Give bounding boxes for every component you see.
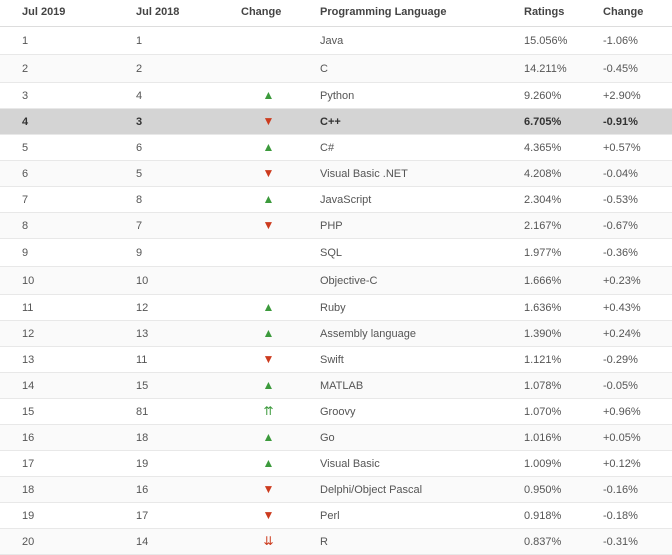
table-row [0, 83, 672, 109]
cell-rank-current: 13 [0, 347, 118, 373]
cell-ratings: 1.078% [520, 373, 599, 399]
table-row [0, 451, 672, 477]
cell-language: R [316, 529, 520, 555]
cell-language: JavaScript [316, 187, 520, 213]
table-header [0, 0, 672, 27]
cell-ratings: 1.977% [520, 239, 599, 267]
column-header-change: Change [221, 0, 316, 27]
cell-ratings: 1.636% [520, 295, 599, 321]
cell-language: Go [316, 425, 520, 451]
cell-delta: +0.57% [599, 135, 672, 161]
table-row [0, 503, 672, 529]
cell-rank-current: 2 [0, 55, 118, 83]
cell-rank-previous: 14 [118, 529, 221, 555]
change-up-icon: ▲ [262, 140, 275, 154]
cell-ratings: 9.260% [520, 83, 599, 109]
cell-rank-current: 20 [0, 529, 118, 555]
cell-ratings: 0.918% [520, 503, 599, 529]
cell-language: Java [316, 27, 520, 55]
table-row [0, 239, 672, 267]
cell-rank-previous: 13 [118, 321, 221, 347]
cell-language: C++ [316, 109, 520, 135]
change-down2-icon: ⇊ [263, 534, 274, 548]
cell-language: Perl [316, 503, 520, 529]
cell-language: Visual Basic [316, 451, 520, 477]
cell-rank-previous: 12 [118, 295, 221, 321]
cell-rank-current: 1 [0, 27, 118, 55]
change-down-icon: ▼ [262, 166, 275, 180]
cell-delta: -0.18% [599, 503, 672, 529]
cell-rank-previous: 16 [118, 477, 221, 503]
cell-change-indicator [221, 83, 316, 109]
cell-language: Groovy [316, 399, 520, 425]
change-none-icon [263, 33, 275, 45]
cell-ratings: 1.121% [520, 347, 599, 373]
cell-rank-current: 16 [0, 425, 118, 451]
cell-language: MATLAB [316, 373, 520, 399]
table-row [0, 477, 672, 503]
table-row [0, 295, 672, 321]
cell-language: Objective-C [316, 267, 520, 295]
change-up2-icon: ⇈ [263, 404, 274, 418]
table-row [0, 187, 672, 213]
cell-language: Delphi/Object Pascal [316, 477, 520, 503]
change-up-icon: ▲ [262, 456, 275, 470]
cell-language: PHP [316, 213, 520, 239]
cell-delta: +0.96% [599, 399, 672, 425]
cell-language: Assembly language [316, 321, 520, 347]
cell-rank-previous: 6 [118, 135, 221, 161]
table-row [0, 347, 672, 373]
cell-rank-previous: 7 [118, 213, 221, 239]
cell-delta: -0.91% [599, 109, 672, 135]
cell-delta: -0.05% [599, 373, 672, 399]
table-body [0, 27, 672, 555]
cell-rank-current: 11 [0, 295, 118, 321]
cell-delta: -0.29% [599, 347, 672, 373]
cell-delta: +2.90% [599, 83, 672, 109]
change-down-icon: ▼ [262, 482, 275, 496]
change-up-icon: ▲ [262, 378, 275, 392]
cell-rank-current: 8 [0, 213, 118, 239]
cell-rank-previous: 11 [118, 347, 221, 373]
column-header-delta: Change [599, 0, 672, 27]
cell-delta: +0.24% [599, 321, 672, 347]
cell-delta: -0.04% [599, 161, 672, 187]
cell-change-indicator [221, 161, 316, 187]
cell-rank-current: 18 [0, 477, 118, 503]
table-row [0, 425, 672, 451]
cell-change-indicator [221, 213, 316, 239]
cell-language: C [316, 55, 520, 83]
cell-ratings: 1.016% [520, 425, 599, 451]
cell-rank-current: 17 [0, 451, 118, 477]
cell-rank-previous: 17 [118, 503, 221, 529]
cell-rank-previous: 10 [118, 267, 221, 295]
table-row [0, 213, 672, 239]
cell-delta: -0.67% [599, 213, 672, 239]
cell-rank-previous: 9 [118, 239, 221, 267]
cell-rank-previous: 1 [118, 27, 221, 55]
cell-change-indicator [221, 267, 316, 295]
cell-rank-current: 12 [0, 321, 118, 347]
change-none-icon [263, 245, 275, 257]
cell-ratings: 1.009% [520, 451, 599, 477]
cell-change-indicator [221, 399, 316, 425]
cell-change-indicator [221, 187, 316, 213]
cell-rank-current: 14 [0, 373, 118, 399]
cell-rank-current: 15 [0, 399, 118, 425]
change-down-icon: ▼ [262, 352, 275, 366]
cell-language: C# [316, 135, 520, 161]
cell-rank-previous: 81 [118, 399, 221, 425]
cell-rank-previous: 5 [118, 161, 221, 187]
cell-change-indicator [221, 55, 316, 83]
column-header-rank-current: Jul 2019 [0, 0, 118, 27]
table-row [0, 55, 672, 83]
cell-change-indicator [221, 373, 316, 399]
column-header-ratings: Ratings [520, 0, 599, 27]
cell-delta: -0.16% [599, 477, 672, 503]
cell-rank-previous: 18 [118, 425, 221, 451]
change-none-icon [263, 61, 275, 73]
table-row [0, 321, 672, 347]
cell-ratings: 0.950% [520, 477, 599, 503]
cell-rank-previous: 19 [118, 451, 221, 477]
cell-rank-current: 9 [0, 239, 118, 267]
cell-ratings: 1.390% [520, 321, 599, 347]
table-row [0, 399, 672, 425]
cell-delta: +0.23% [599, 267, 672, 295]
cell-ratings: 14.211% [520, 55, 599, 83]
cell-language: Swift [316, 347, 520, 373]
cell-rank-previous: 2 [118, 55, 221, 83]
cell-delta: -0.45% [599, 55, 672, 83]
cell-delta: +0.43% [599, 295, 672, 321]
cell-language: SQL [316, 239, 520, 267]
cell-delta: -0.31% [599, 529, 672, 555]
cell-language: Visual Basic .NET [316, 161, 520, 187]
table-row [0, 267, 672, 295]
change-up-icon: ▲ [262, 88, 275, 102]
cell-change-indicator [221, 477, 316, 503]
cell-change-indicator [221, 425, 316, 451]
change-up-icon: ▲ [262, 430, 275, 444]
cell-rank-previous: 3 [118, 109, 221, 135]
table-header-row [0, 0, 672, 27]
cell-rank-current: 3 [0, 83, 118, 109]
cell-ratings: 2.304% [520, 187, 599, 213]
cell-delta: +0.12% [599, 451, 672, 477]
cell-rank-current: 7 [0, 187, 118, 213]
cell-change-indicator [221, 503, 316, 529]
cell-ratings: 1.666% [520, 267, 599, 295]
cell-change-indicator [221, 27, 316, 55]
cell-change-indicator [221, 239, 316, 267]
table-row [0, 135, 672, 161]
change-up-icon: ▲ [262, 326, 275, 340]
cell-rank-current: 6 [0, 161, 118, 187]
cell-rank-current: 19 [0, 503, 118, 529]
table-row [0, 161, 672, 187]
cell-change-indicator [221, 295, 316, 321]
cell-delta: +0.05% [599, 425, 672, 451]
change-down-icon: ▼ [262, 508, 275, 522]
cell-rank-previous: 15 [118, 373, 221, 399]
cell-rank-current: 5 [0, 135, 118, 161]
cell-rank-previous: 4 [118, 83, 221, 109]
change-none-icon [263, 273, 275, 285]
cell-ratings: 0.837% [520, 529, 599, 555]
cell-ratings: 1.070% [520, 399, 599, 425]
cell-change-indicator [221, 135, 316, 161]
cell-change-indicator [221, 451, 316, 477]
cell-language: Ruby [316, 295, 520, 321]
cell-change-indicator [221, 109, 316, 135]
cell-rank-current: 4 [0, 109, 118, 135]
cell-ratings: 6.705% [520, 109, 599, 135]
table-row [0, 373, 672, 399]
cell-rank-previous: 8 [118, 187, 221, 213]
cell-change-indicator [221, 529, 316, 555]
cell-ratings: 4.208% [520, 161, 599, 187]
cell-language: Python [316, 83, 520, 109]
table-row [0, 109, 672, 135]
change-down-icon: ▼ [262, 218, 275, 232]
change-up-icon: ▲ [262, 192, 275, 206]
cell-delta: -0.53% [599, 187, 672, 213]
cell-ratings: 2.167% [520, 213, 599, 239]
change-down-icon: ▼ [262, 114, 275, 128]
cell-ratings: 4.365% [520, 135, 599, 161]
cell-rank-current: 10 [0, 267, 118, 295]
column-header-language: Programming Language [316, 0, 520, 27]
cell-delta: -0.36% [599, 239, 672, 267]
table-row [0, 529, 672, 555]
cell-ratings: 15.056% [520, 27, 599, 55]
change-up-icon: ▲ [262, 300, 275, 314]
cell-change-indicator [221, 347, 316, 373]
table-row [0, 27, 672, 55]
column-header-rank-previous: Jul 2018 [118, 0, 221, 27]
cell-change-indicator [221, 321, 316, 347]
cell-delta: -1.06% [599, 27, 672, 55]
